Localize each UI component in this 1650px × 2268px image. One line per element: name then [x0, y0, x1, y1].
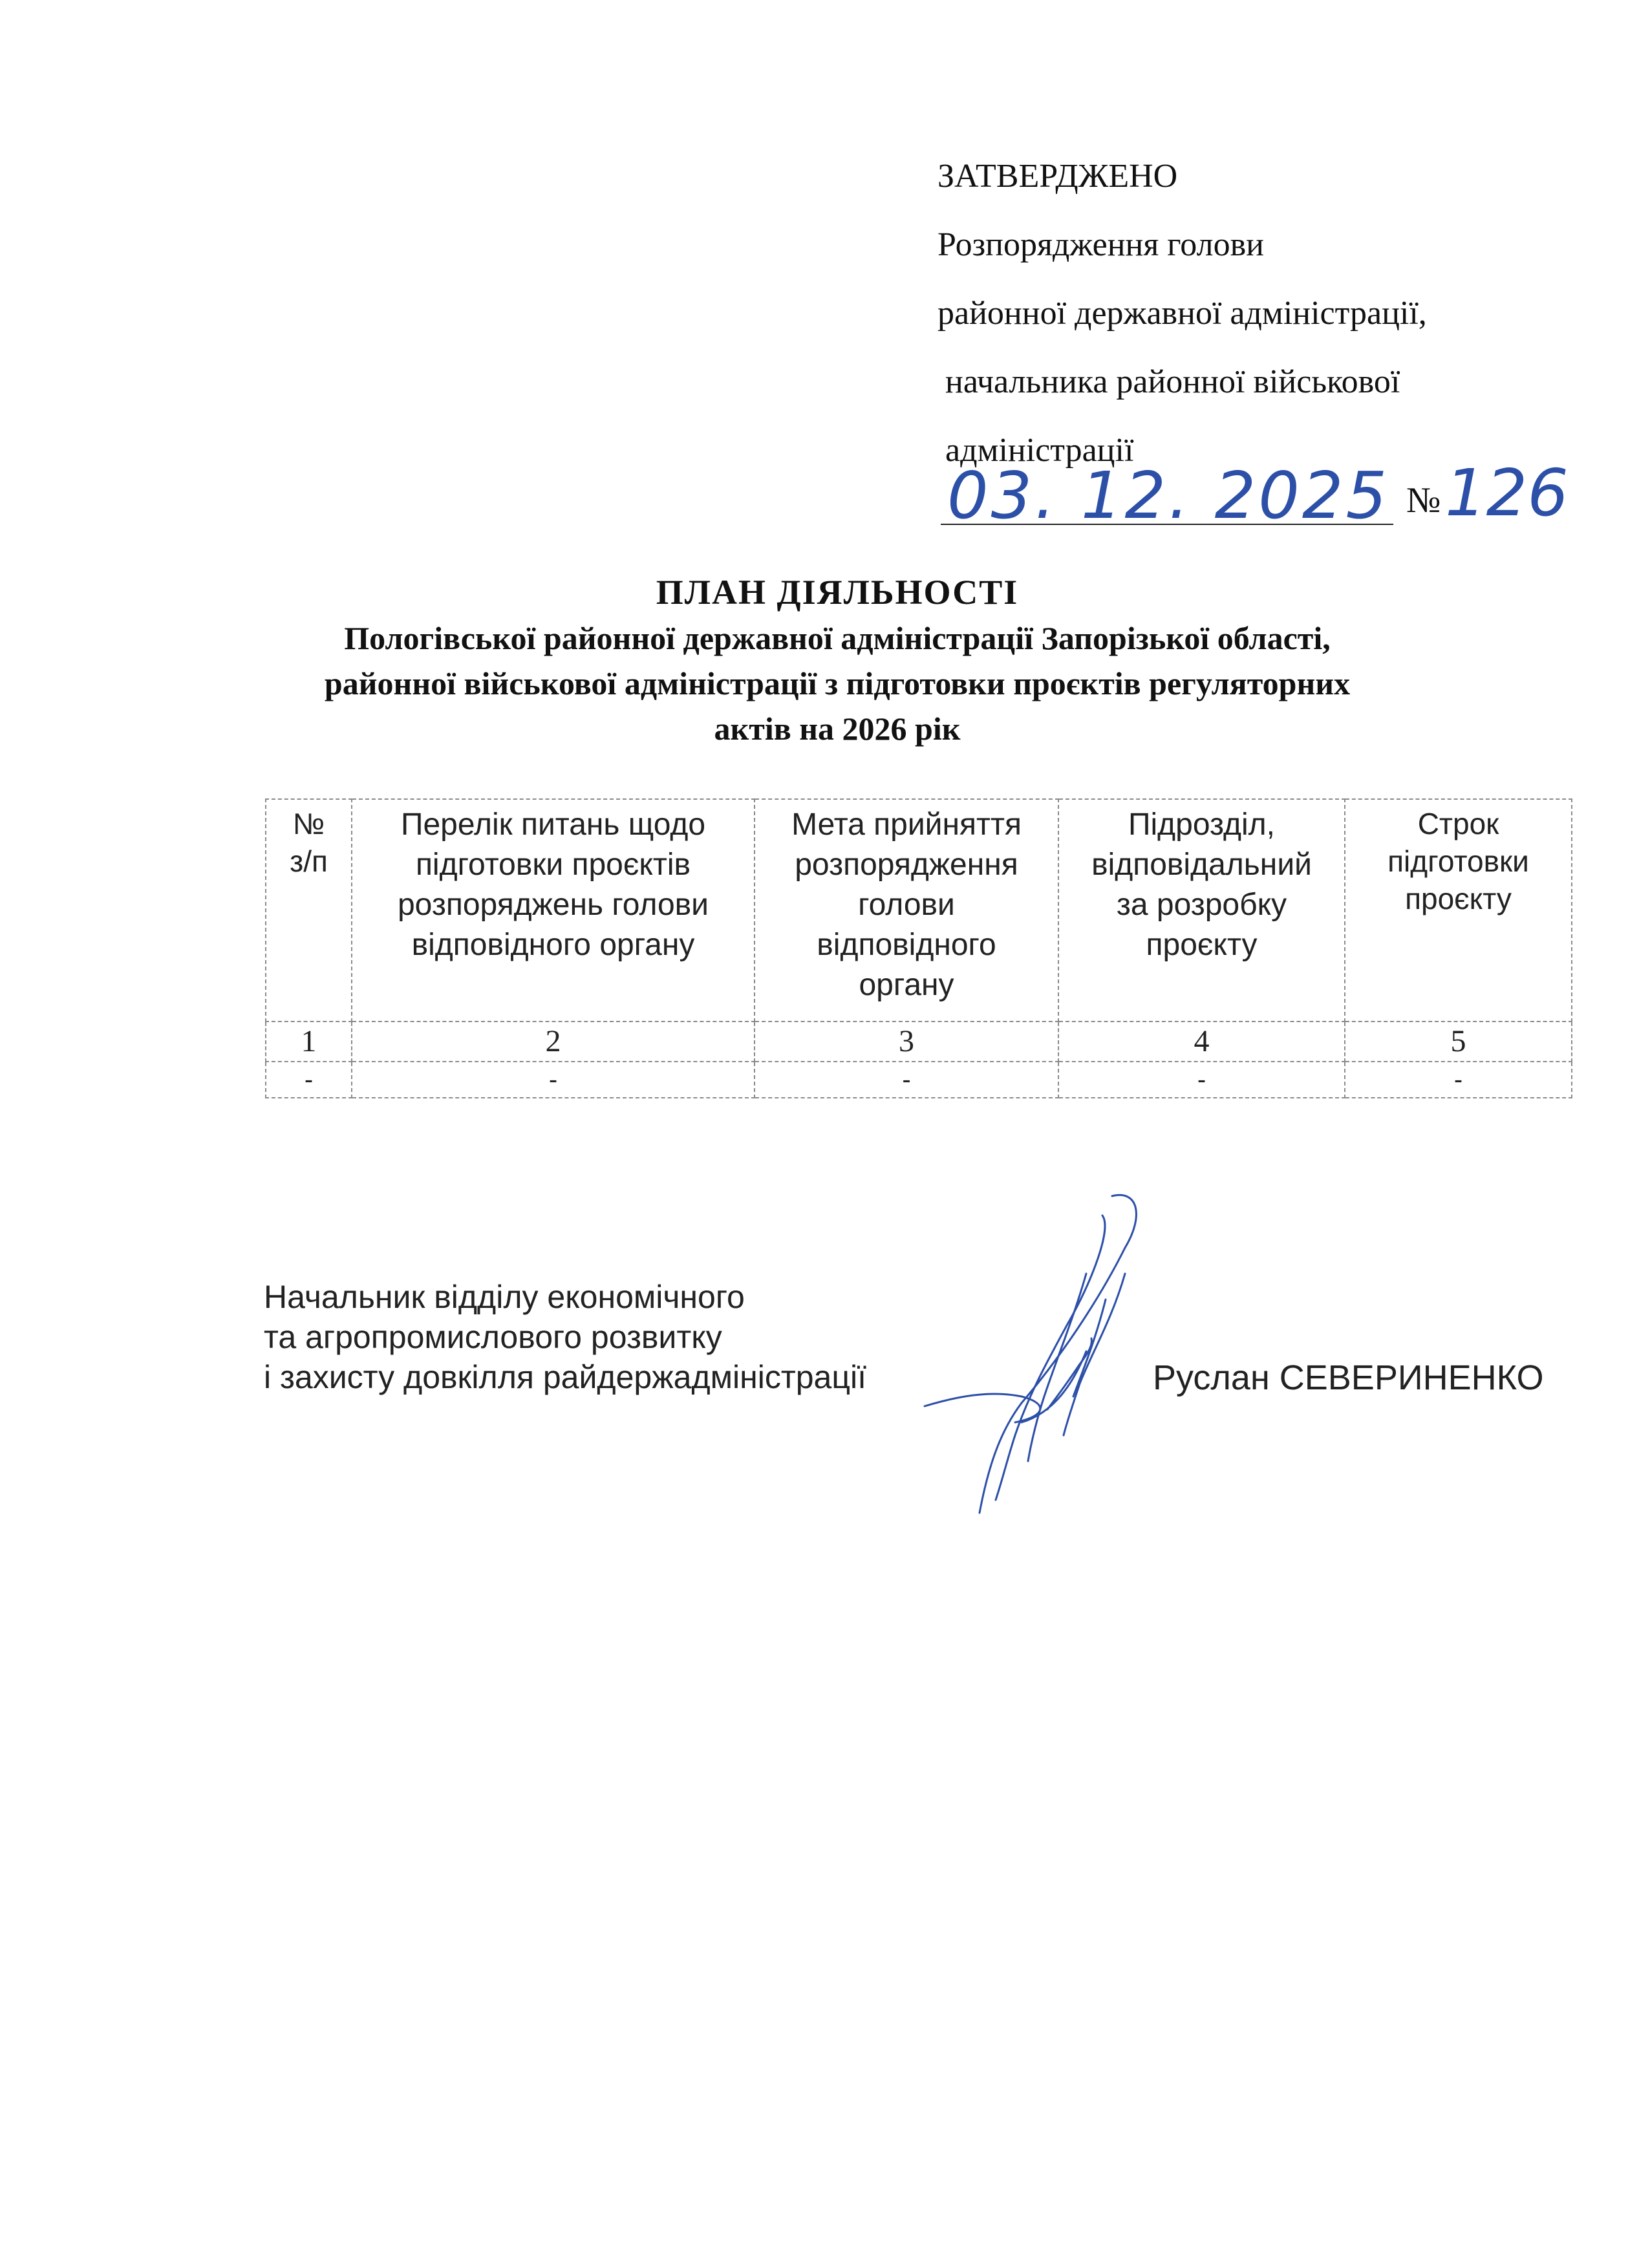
approval-line-3: начальника районної військової [945, 363, 1400, 400]
number-cell: 5 [1345, 1022, 1572, 1062]
approval-block [938, 142, 1584, 485]
plan-subtitle-1: Пологівської районної державної адміністрації Запорізької області, [344, 620, 1331, 656]
table-cell: - [1058, 1062, 1345, 1098]
approval-title: ЗАТВЕРДЖЕНО [938, 158, 1178, 195]
date-underline [941, 524, 1393, 525]
table-cell: - [1345, 1062, 1572, 1098]
number-label: № [1406, 480, 1441, 520]
number-cell: 2 [352, 1022, 755, 1062]
approval-line-1: Розпорядження голови [938, 226, 1264, 263]
header-cell-department: Підрозділ, відповідальний за розробку проєкту [1058, 799, 1345, 1022]
number-cell: 4 [1058, 1022, 1345, 1062]
plan-table [265, 798, 1572, 1098]
number-cell: 1 [266, 1022, 352, 1062]
table-row [266, 1062, 1572, 1098]
table-number-row [266, 1022, 1572, 1062]
plan-subtitle-3: актів на 2026 рік [714, 711, 961, 747]
handwritten-number: 126 [1445, 455, 1569, 531]
plan-title: ПЛАН ДІЯЛЬНОСТІ [656, 573, 1019, 612]
approval-line-2: районної державної адміністрації, [938, 295, 1427, 332]
plan-title-block [194, 569, 1481, 751]
approval-date-row [941, 453, 1587, 537]
table-header-row [266, 799, 1572, 1022]
table-cell: - [266, 1062, 352, 1098]
handwritten-date: 03. 12. 2025 [947, 458, 1390, 533]
header-cell-issues: Перелік питань щодо підготовки проєктів розпоряджень голови відповідного органу [352, 799, 755, 1022]
approval-line-4: адміністрації [945, 432, 1134, 469]
signer-line-1: Начальник відділу економічного [264, 1279, 745, 1315]
plan-subtitle-2: районної військової адміністрації з підготовки проєктів регуляторних [324, 665, 1351, 701]
header-cell-number: № з/п [266, 799, 352, 1022]
handwritten-signature [918, 1190, 1177, 1526]
header-cell-deadline: Строк підготовки проєкту [1345, 799, 1572, 1022]
header-cell-purpose: Мета прийняття розпорядження голови відповідного органу [755, 799, 1058, 1022]
signer-line-2: та агропромислового розвитку [264, 1319, 722, 1355]
table-cell: - [755, 1062, 1058, 1098]
table-cell: - [352, 1062, 755, 1098]
signer-line-3: і захисту довкілля райдержадміністрації [264, 1359, 866, 1395]
number-cell: 3 [755, 1022, 1058, 1062]
signer-name: Руслан СЕВЕРИНЕНКО [1153, 1358, 1544, 1397]
signer-position [264, 1277, 866, 1397]
